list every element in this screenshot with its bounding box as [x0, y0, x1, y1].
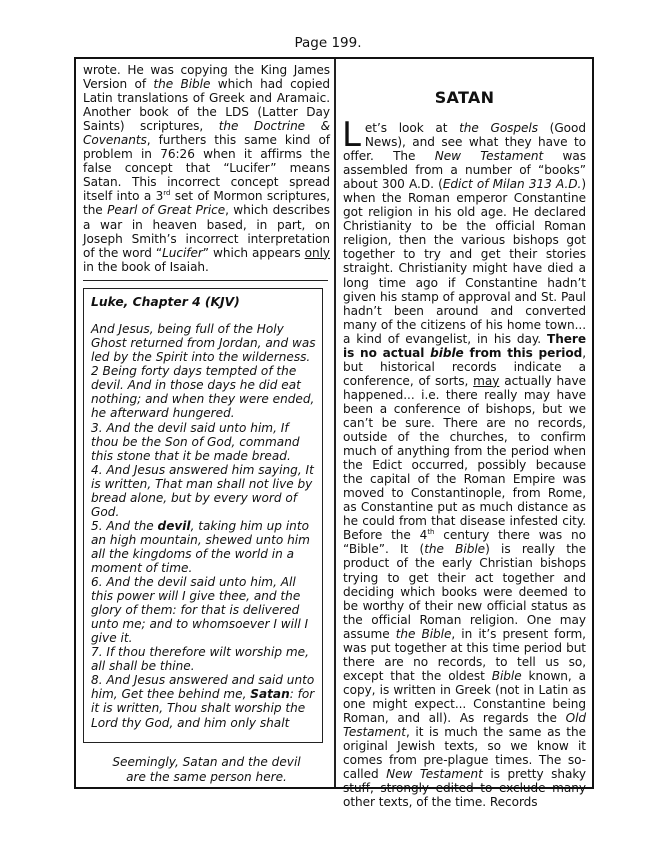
column-divider: [334, 59, 336, 787]
verse: And Jesus, being full of the Holy Ghost returned from Jordan, and was led by the Spirit into the wilderness.: [91, 322, 316, 365]
verse: 3. And the devil said unto him, If thou be the Son of God, command this stone that it be made bread.: [91, 420, 300, 463]
verse: 6. And the devil said unto him, All this power will I give thee, and the glory of them: for that is delivered unto me; and to whomsoever I will I give it.: [91, 575, 309, 646]
caption-line: are the same person here.: [126, 769, 287, 784]
page-number: Page 199.: [294, 35, 362, 51]
verse: 8. And Jesus answered and said unto him, Get thee behind me, Satan: for it is written, Thou shalt worship the Lord thy God, and him only shalt: [91, 673, 315, 730]
caption-line: Seemingly, Satan and the devil: [112, 755, 301, 770]
left-column: [83, 63, 330, 784]
drop-cap: L: [342, 115, 361, 155]
section-heading: SATAN: [434, 88, 495, 107]
scripture-caption: [83, 755, 330, 784]
scripture-title: Luke, Chapter 4 (KJV): [91, 295, 240, 310]
page-frame: [74, 57, 594, 810]
verse: 2 Being forty days tempted of the devil. And in those days he did eat nothing; and when they were ended, he afterward hungered.: [91, 364, 315, 421]
right-paragraph-body: et’s look at the Gospels (Good News), and see what they have to offer. The New Testament was assembled from a number of “books” about 300 A.D. (Edict of Milan 313 A.D.) when the Roman emperor Constantine got religion in his old age. He declared Christianity to be the official Roman religion, then the various bishops got together to try and get their stories straight. Christianity might have died a long time ago if Constantine hadn’t given his stamp of approval and St. Paul hadn’t been around and converted many of the citizens of his home town... a kind of evangelist, in his day. There is no actual bible from this period, but historical records indicate a conference, of sorts, may actually have happened... i.e. there really may have been a conference of bishops, but we can’t be sure. There are no records, outside of the churches, to confirm much of anything from the period when the Edict occurred, possibly because the capital of the Roman Empire was moved to Constantinople, from Rome, as Constantine put as much distance as he could from that disease infested city. Before the 4th century there was no “Bible”. It (the Bible) is really the product of the early Christian bishops trying to get their act together and deciding which books were deemed to be worthy of their new official status as the official Roman religion. One may assume the Bible, in it’s present form, was put together at this time period but there are no records, to tell us so, except that the oldest Bible known, a copy, is written in Greek (not in Latin as one might expect... Constantine being Roman, and all). As regards the Old Testament, it is much the same as the original Jewish texts, so we know it comes from pre-plague times. The so-called New Testament is pretty shaky stuff, strongly edited to exclude many other texts, of the time. Records: [343, 121, 587, 810]
verse: 5. And the devil, taking him up into an high mountain, shewed unto him all the kingdoms of the world in a moment of time.: [91, 518, 310, 575]
verse: 4. And Jesus answered him saying, It is written, That man shall not live by bread alone, but by every word of God.: [91, 462, 314, 519]
horizontal-rule: [83, 280, 328, 282]
left-paragraph: wrote. He was copying the King James Version of the Bible which had copied Latin translations of Greek and Aramaic. Another book of the LDS (Latter Day Saints) scriptures, the Doctrine & Covenants, furthers this same kind of problem in 76:26 when it affirms the false concept that “Lucifer” means Satan. This incorrect concept spread itself into a 3rd set of Mormon scriptures, the Pearl of Great Price, which describes a war in heaven based, in part, on Joseph Smith’s incorrect interpretation of the word “Lucifer” which appears only in the book of Isaiah.: [83, 63, 331, 274]
right-column: [343, 63, 586, 809]
scripture-verses: [91, 322, 316, 729]
scripture-box: [83, 288, 323, 743]
right-paragraph: [342, 115, 587, 810]
verse: 7. If thou therefore wilt worship me, all shall be thine.: [91, 645, 309, 674]
